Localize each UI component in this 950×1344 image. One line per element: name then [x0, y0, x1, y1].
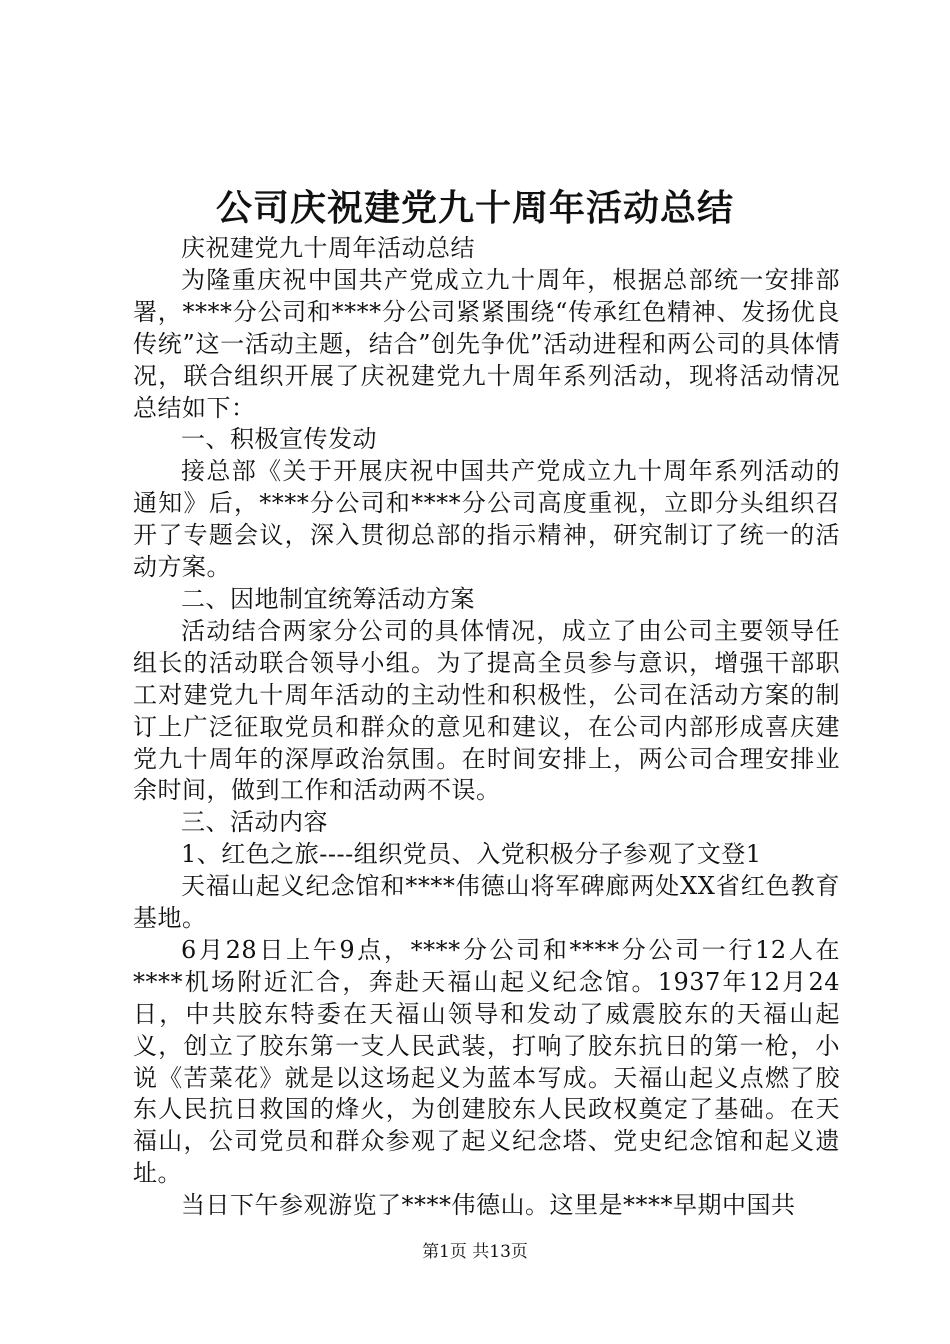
document-body: [133, 233, 840, 1222]
paragraph-activity-1-cont: 天福山起义纪念馆和****伟德山将军碑廊两处XX省红色教育基地。: [133, 872, 840, 933]
paragraph-section-2: 活动结合两家分公司的具体情况，成立了由公司主要领导任组长的活动联合领导小组。为了提高全员参与意识，增强干部职工对建党九十周年活动的主动性和积极性，公司在活动方案的制订上广泛征取党员和群众的意见和建议，在公司内部形成喜庆建党九十周年的深厚政治氛围。在时间安排上，两公司合理安排业余时间，做到工作和活动两不误。: [133, 616, 840, 805]
page-footer: 第1页 共13页: [422, 1242, 528, 1262]
section-heading-1: 一、积极宣传发动: [181, 425, 377, 454]
paragraph-section-1: 接总部《关于开展庆祝中国共产党成立九十周年系列活动的通知》后，****分公司和****分公司高度重视，立即分头组织召开了专题会议，深入贯彻总部的指示精神，研究制订了统一的活动方案。: [133, 457, 840, 582]
paragraph-activity-1: 1、红色之旅----组织党员、入党积极分子参观了文登1: [181, 840, 762, 869]
paragraph-afternoon: 当日下午参观游览了****伟德山。这里是****早期中国共: [181, 1191, 796, 1220]
paragraph-intro: 为隆重庆祝中国共产党成立九十周年，根据总部统一安排部署，****分公司和****分公司紧紧围绕“传承红色精神、发扬优良传统”这一活动主题，结合”创先争优”活动进程和两公司的具体情况，联合组织开展了庆祝建党九十周年系列活动，现将活动情况总结如下：: [133, 265, 840, 422]
paragraph-tianfushan: 6月28日上午9点，****分公司和****分公司一行12人在****机场附近汇合，奔赴天福山起义纪念馆。1937年12月24日，中共胶东特委在天福山领导和发动了威震胶东的天福山起义，创立了胶东第一支人民武装，打响了胶东抗日的第一枪，小说《苦菜花》就是以这场起义为蓝本写成。天福山起义点燃了胶东人民抗日救国的烽火，为创建胶东人民政权奠定了基础。在天福山，公司党员和群众参观了起义纪念塔、党史纪念馆和起义遗址。: [133, 935, 840, 1188]
paragraph-subtitle: 庆祝建党九十周年活动总结: [181, 234, 475, 262]
section-heading-3: 三、活动内容: [181, 808, 328, 837]
document-title: 公司庆祝建党九十周年活动总结: [215, 187, 734, 229]
section-heading-2: 二、因地制宜统筹活动方案: [181, 584, 475, 613]
